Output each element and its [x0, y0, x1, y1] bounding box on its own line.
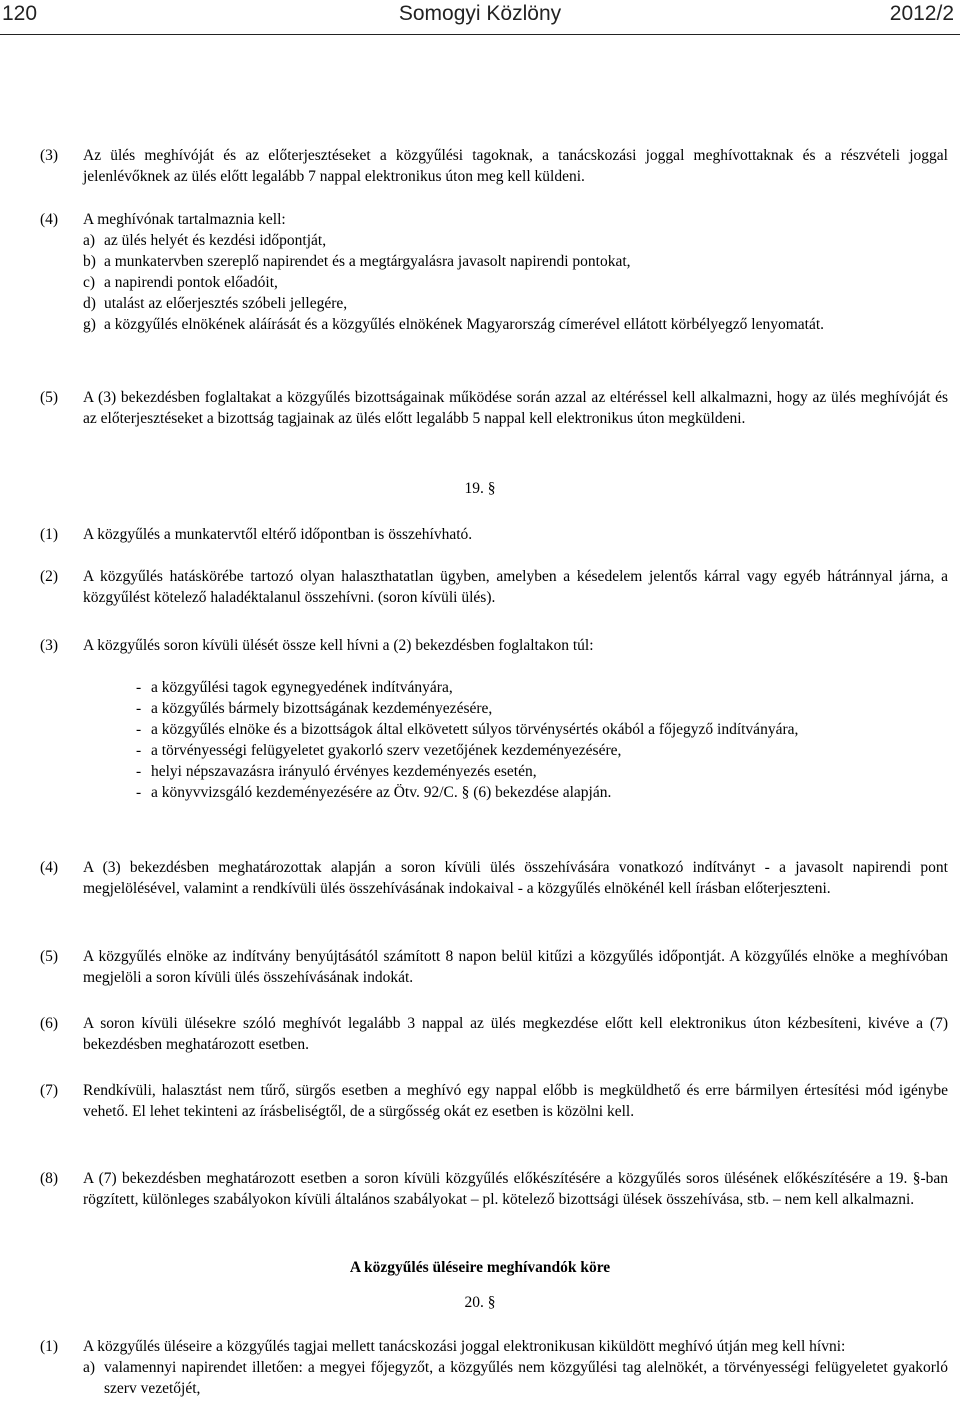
paragraph-number: (1) [40, 526, 59, 543]
paragraph-number: (6) [40, 1015, 59, 1032]
paragraph-number: (3) [40, 637, 59, 654]
paragraph-19-6 [40, 1013, 948, 1055]
paragraph-number: (5) [40, 948, 59, 965]
paragraph-18-4 [40, 209, 948, 335]
paragraph-number: (4) [40, 211, 59, 228]
list-item: g) a közgyűlés elnökének aláírását és a közgyűlés elnökének Magyarország címerével ellátott körbélyegző lenyomatát. [83, 316, 825, 333]
paragraph-text: A közgyűlés üléseire a közgyűlés tagjai mellett tanácskozási joggal elektronikusan kiküldött meghívó útján meg kell hívni: [83, 1338, 846, 1355]
paragraph-text: A közgyűlés hatáskörébe tartozó olyan halaszthatatlan ügyben, amelyben a késedelem jelentős kárral vagy egyéb hátránnyal járna, a közgyűlést kötelező haladéktalanul összehívni. (soron kívüli ülés). [83, 568, 948, 606]
paragraph-number: (7) [40, 1082, 59, 1099]
paragraph-text: A soron kívüli ülésekre szóló meghívót legalább 3 nappal az ülés megkezdése előtt kell elektronikus úton kézbesíteni, kivéve a (7) bekezdésben meghatározott esetben. [83, 1015, 948, 1053]
section-number-20: 20. § [464, 1294, 496, 1311]
list-item: - a törvényességi felügyeletet gyakorló szerv vezetőjének kezdeményezésére, [136, 742, 622, 759]
paragraph-number: (8) [40, 1170, 59, 1187]
paragraph-number: (3) [40, 147, 59, 164]
paragraph-19-4 [40, 857, 948, 899]
list-item: b) a munkatervben szereplő napirendet és a megtárgyalásra javasolt napirendi pontokat, [83, 253, 631, 270]
section-heading: A közgyűlés üléseire meghívandók köre [349, 1259, 611, 1276]
paragraph-text: A (3) bekezdésben foglaltakat a közgyűlés bizottságainak működése során azzal az eltéréssel kell alkalmazni, hogy az ülés meghívóját és az előterjesztéseket a bizottság tagjainak az ülés előtt legalább 5 nappal kell elektronikus úton megküldeni. [83, 389, 948, 427]
paragraph-19-1 [40, 524, 948, 545]
section-number-19: 19. § [464, 480, 496, 497]
list-item: a) valamennyi napirendet illetően: a megyei főjegyzőt, a közgyűlés nem közgyűlési tag alelnökét, a törvényességi felügyeletet gyakorló szerv vezetőjét, [83, 1359, 948, 1397]
page-number: 120 [2, 2, 38, 25]
list-item: - a közgyűlés elnöke és a bizottságok által elkövetett súlyos törvénysértés okából a főjegyző indítványára, [136, 721, 799, 738]
dash-list [40, 677, 948, 803]
paragraph-text: A (3) bekezdésben meghatározottak alapján a soron kívüli ülés összehívására vonatkozó indítványt - a javasolt napirendi pont megjelölésével, valamint a rendkívüli ülés összehívásának indokaival - a közgyűlés elnökénél kell írásban előterjeszteni. [83, 859, 948, 897]
paragraph-text: Az ülés meghívóját és az előterjesztéseket a közgyűlési tagoknak, a tanácskozási joggal meghívottaknak és a részvételi joggal jelenlévőknek az ülés előtt legalább 7 nappal elektronikus úton meg kell küldeni. [83, 147, 948, 185]
paragraph-number: (4) [40, 859, 59, 876]
paragraph-19-7 [40, 1080, 948, 1122]
paragraph-text: A közgyűlés a munkatervtől eltérő időpontban is összehívható. [83, 526, 473, 543]
paragraph-18-5 [40, 387, 948, 429]
paragraph-number: (5) [40, 389, 59, 406]
paragraph-text: A (7) bekezdésben meghatározott esetben a soron kívüli közgyűlés előkészítésére a közgyűlés soros ülésének előkészítésére a 19. §-ban rögzített, különleges szabályokon kívüli általános szabályokat – pl. kötelező bizottsági ülések összehívása, stb. – nem kell alkalmazni. [83, 1170, 948, 1208]
paragraph-number: (2) [40, 568, 59, 585]
list-item: - a könyvvizsgáló kezdeményezésére az Ötv. 92/C. § (6) bekezdése alapján. [136, 784, 612, 801]
list-item: - a közgyűlés bármely bizottságának kezdeményezésére, [136, 700, 493, 717]
paragraph-19-5 [40, 946, 948, 988]
publication-title: Somogyi Közlöny [398, 2, 562, 25]
list-item: c) a napirendi pontok előadóit, [83, 274, 278, 291]
paragraph-text: A közgyűlés elnöke az indítvány benyújtásától számított 8 napon belül kitűzi a közgyűlés időpontját. A közgyűlés elnöke a meghívóban megjelöli a soron kívüli ülés összehívásának indokát. [83, 948, 948, 986]
page-header [0, 0, 960, 34]
paragraph-20-1 [40, 1336, 948, 1399]
list-item: d) utalást az előerjesztés szóbeli jellegére, [83, 295, 348, 312]
paragraph-19-2 [40, 566, 948, 608]
issue-number: 2012/2 [889, 2, 954, 25]
paragraph-text: A közgyűlés soron kívüli ülését össze kell hívni a (2) bekezdésben foglaltakon túl: [83, 637, 594, 654]
paragraph-19-8 [40, 1168, 948, 1210]
list-item: - helyi népszavazásra irányuló érvényes kezdeményezés esetén, [136, 763, 537, 780]
list-item: a) az ülés helyét és kezdési időpontját, [83, 232, 327, 249]
paragraph-text: A meghívónak tartalmaznia kell: [83, 211, 286, 228]
list-item: - a közgyűlési tagok egynegyedének indítványára, [136, 679, 453, 696]
header-rule [0, 34, 960, 35]
paragraph-number: (1) [40, 1338, 59, 1355]
paragraph-text: Rendkívüli, halasztást nem tűrő, sürgős esetben a meghívó egy nappal előbb is megküldhető és erre bármilyen értesítési mód igénybe vehető. El lehet tekinteni az írásbeliségtől, de a sürgősség okát ez esetben is közölni kell. [83, 1082, 948, 1120]
paragraph-18-3 [40, 145, 948, 187]
paragraph-19-3 [40, 635, 948, 656]
